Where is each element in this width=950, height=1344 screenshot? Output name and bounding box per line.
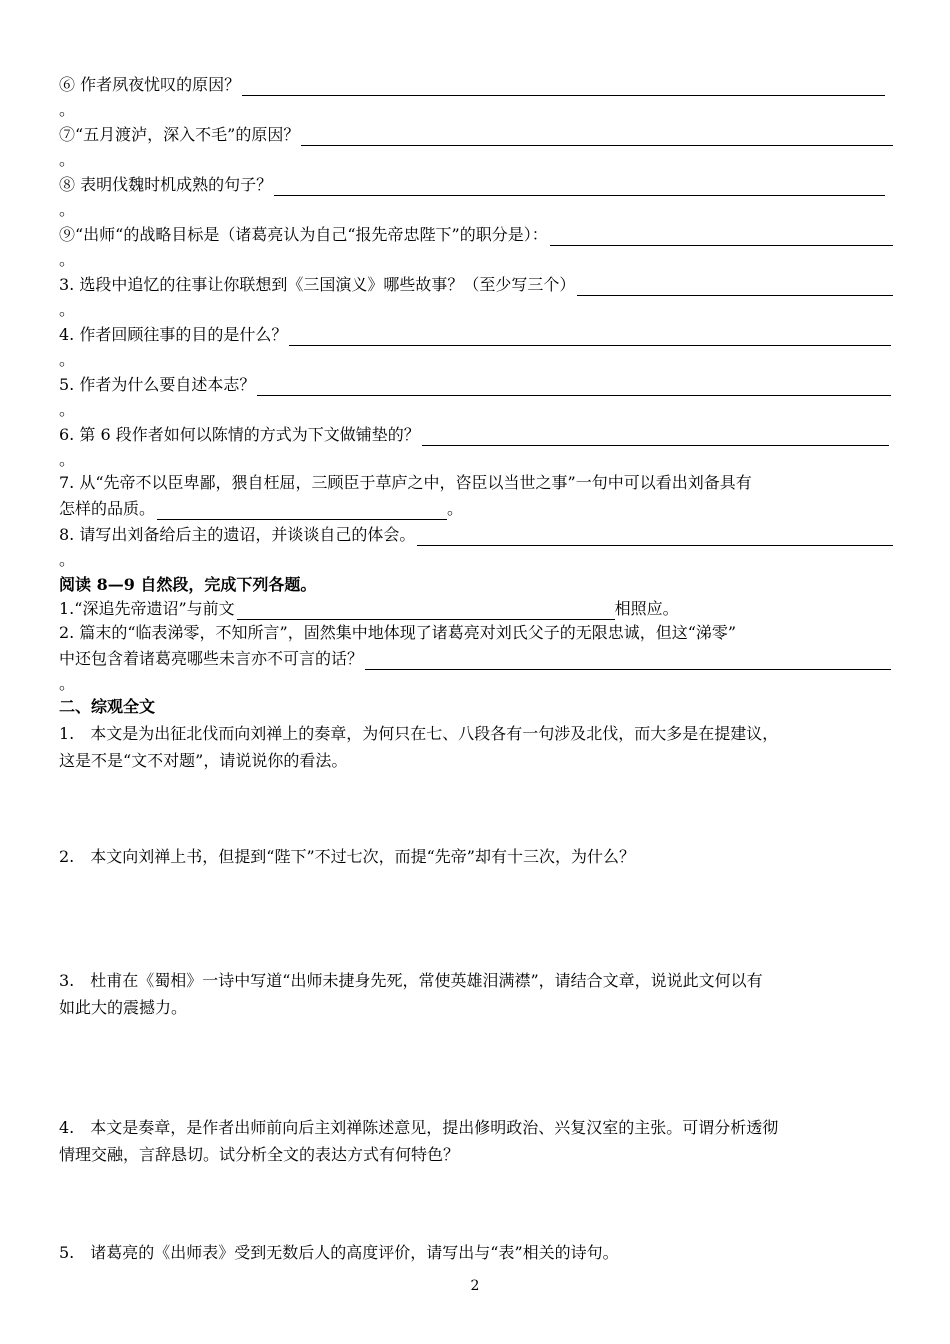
question-9-text: ⑨“出师“的战略目标是（诸葛亮认为自己“报先帝忠陛下”的职分是）：	[59, 225, 548, 244]
answer-blank-reading-1[interactable]	[237, 604, 615, 620]
item-6-text: 6. 第 6 段作者如何以陈情的方式为下文做铺垫的？	[59, 425, 420, 444]
answer-blank-8[interactable]	[274, 180, 885, 196]
end-mark: 。	[59, 550, 76, 569]
question-7	[59, 124, 893, 146]
section-heading-reading: 阅读 8—9 自然段，完成下列各题。	[59, 575, 317, 594]
section-heading-overview: 二、综观全文	[59, 697, 156, 716]
answer-blank-item-8[interactable]	[417, 530, 893, 546]
overview-question-1	[59, 720, 893, 774]
reading-question-1-suffix: 相照应。	[614, 599, 679, 618]
end-mark: 。	[59, 450, 76, 469]
answer-blank-6[interactable]	[242, 80, 885, 96]
end-mark: 。	[59, 100, 76, 119]
answer-blank-item-7[interactable]	[157, 504, 447, 520]
answer-blank-item-5[interactable]	[257, 380, 891, 396]
question-6-text: ⑥ 作者夙夜忧叹的原因？	[59, 75, 241, 94]
item-3	[59, 274, 893, 296]
overview-question-4-line-1: 4. 本文是奏章，是作者出师前向后主刘禅陈述意见，提出修明政治、兴复汉室的主张。可谓分析透彻	[59, 1118, 779, 1137]
answer-blank-7[interactable]	[301, 130, 893, 146]
overview-question-1-line-1: 1. 本文是为出征北伐而向刘禅上的奏章，为何只在七、八段各有一句涉及北伐，而大多是在提建议，	[59, 724, 779, 743]
item-6	[59, 424, 889, 446]
reading-question-2-text: 2. 篇末的“临表涕零，不知所言”，固然集中地体现了诸葛亮对刘氏父子的无限忠诚，但这“涕零”	[59, 623, 737, 642]
overview-question-5: 5. 诸葛亮的《出师表》受到无数后人的高度评价，请写出与“表”相关的诗句。	[59, 1243, 619, 1262]
overview-question-4-line-2: 情理交融，言辞恳切。试分析全文的表达方式有何特色？	[59, 1145, 460, 1164]
question-8-text: ⑧ 表明伐魏时机成熟的句子？	[59, 175, 273, 194]
item-5-text: 5. 作者为什么要自述本志？	[59, 375, 256, 394]
overview-question-1-line-2: 这是不是“文不对题”，请说说你的看法。	[59, 751, 348, 770]
end-mark: 。	[59, 200, 76, 219]
overview-question-3-line-2: 如此大的震撼力。	[59, 998, 188, 1017]
reading-question-1-text: 1.“深追先帝遗诏”与前文	[59, 599, 235, 618]
question-6	[59, 74, 885, 96]
end-mark: 。	[59, 674, 76, 693]
item-3-text: 3. 选段中追忆的往事让你联想到《三国演义》哪些故事？（至少写三个）	[59, 275, 576, 294]
end-mark: 。	[59, 400, 76, 419]
question-9	[59, 224, 893, 246]
overview-question-3	[59, 967, 893, 1021]
reading-question-1	[59, 598, 893, 620]
question-8	[59, 174, 885, 196]
end-mark: 。	[59, 350, 76, 369]
item-7-text-cont: 怎样的品质。	[59, 499, 156, 518]
item-8-text: 8. 请写出刘备给后主的遗诏，并谈谈自己的体会。	[59, 525, 416, 544]
overview-question-2: 2. 本文向刘禅上书，但提到“陛下”不过七次，而提“先帝”却有十三次，为什么？	[59, 847, 635, 866]
item-5	[59, 374, 891, 396]
item-4	[59, 324, 891, 346]
answer-blank-item-3[interactable]	[577, 280, 893, 296]
end-mark: 。	[447, 499, 464, 518]
answer-blank-item-6[interactable]	[422, 430, 889, 446]
question-7-text: ⑦“五月渡泸，深入不毛”的原因？	[59, 125, 300, 144]
overview-question-3-line-1: 3. 杜甫在《蜀相》一诗中写道“出师未捷身先死，常使英雄泪满襟”，请结合文章，说说此文何以有	[59, 971, 763, 990]
answer-blank-reading-2[interactable]	[365, 654, 891, 670]
end-mark: 。	[59, 150, 76, 169]
reading-question-2-text-cont: 中还包含着诸葛亮哪些未言亦不可言的话？	[59, 649, 364, 668]
reading-question-2-line-1	[59, 622, 893, 644]
item-7-line-1	[59, 472, 893, 494]
item-7-text: 7. 从“先帝不以臣卑鄙，猥自枉屈，三顾臣于草庐之中，咨臣以当世之事”一句中可以看出刘备具有	[59, 473, 752, 492]
item-8	[59, 524, 893, 546]
item-4-text: 4. 作者回顾往事的目的是什么？	[59, 325, 288, 344]
answer-blank-item-4[interactable]	[289, 330, 891, 346]
answer-blank-9[interactable]	[550, 230, 893, 246]
reading-question-2-line-2	[59, 648, 891, 670]
page-number: 2	[470, 1278, 480, 1294]
end-mark: 。	[59, 300, 76, 319]
item-7-line-2	[59, 498, 893, 520]
overview-question-4	[59, 1114, 893, 1168]
end-mark: 。	[59, 250, 76, 269]
